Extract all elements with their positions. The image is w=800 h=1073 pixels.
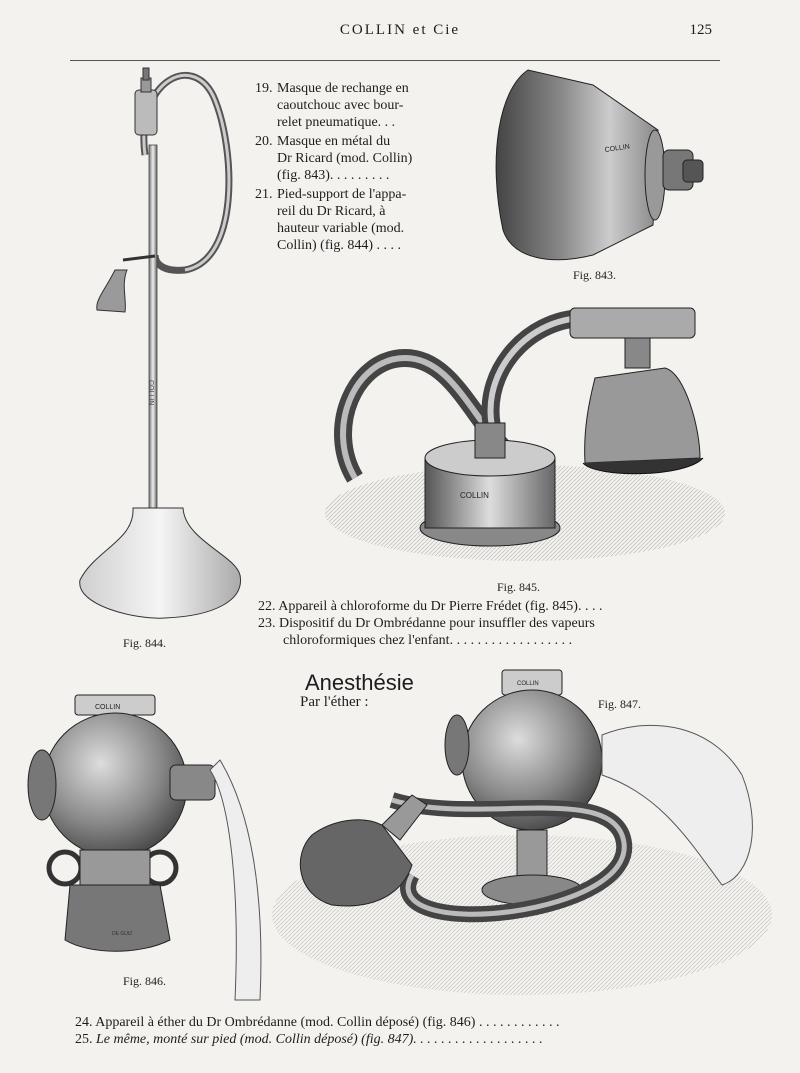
item-25 bbox=[75, 1031, 715, 1048]
item-number: 21. bbox=[255, 187, 273, 202]
item-text bbox=[277, 186, 467, 254]
page-header bbox=[0, 20, 800, 44]
engraver-signature: DE GUIZ bbox=[112, 931, 133, 937]
figure-846-ether-apparatus bbox=[20, 690, 275, 1005]
item-line: reil du Dr Ricard, à bbox=[277, 204, 386, 219]
item-line: relet pneumatique. . . bbox=[277, 115, 396, 130]
caption-fig-845: Fig. 845. bbox=[497, 580, 541, 594]
caption-fig-843: Fig. 843. bbox=[573, 268, 617, 282]
item-line: Masque de rechange en bbox=[277, 81, 409, 96]
item-line: Masque en métal du bbox=[277, 134, 391, 149]
figure-844-stand bbox=[75, 60, 245, 630]
item-number: 22. bbox=[258, 599, 276, 614]
item-text: Appareil à éther du Dr Ombrédanne (mod. Collin déposé) (fig. 846) . . . . . . . . . . . . bbox=[95, 1015, 560, 1030]
item-line: Collin) (fig. 844) . . . . bbox=[277, 238, 402, 253]
item-text: Dispositif du Dr Ombrédanne pour insuffler des vapeurs bbox=[279, 616, 595, 631]
item-number: 19. bbox=[255, 81, 273, 96]
figure-845-chloroform-apparatus bbox=[325, 298, 725, 568]
figure-847-ether-on-stand bbox=[272, 665, 772, 1010]
item-24 bbox=[75, 1014, 715, 1031]
item-text-continued: chloroformiques chez l'enfant. . . . . . . . . . . . . . . . . . bbox=[283, 633, 573, 648]
section-subtitle: Par l'éther : bbox=[300, 694, 369, 710]
item-22 bbox=[258, 598, 688, 615]
item-number: 24. bbox=[75, 1015, 93, 1030]
device-846-brand: COLLIN bbox=[95, 704, 121, 711]
item-text bbox=[277, 133, 467, 184]
item-line: Dr Ricard (mod. Collin) bbox=[277, 151, 413, 166]
page-number: 125 bbox=[689, 22, 712, 38]
item-number: 20. bbox=[255, 134, 273, 149]
item-number: 25. bbox=[75, 1032, 93, 1047]
header-title: COLLIN et Cie bbox=[339, 22, 461, 38]
item-text: Appareil à chloroforme du Dr Pierre Frédet (fig. 845). . . . bbox=[278, 599, 603, 614]
item-line: Pied-support de l'appa- bbox=[277, 187, 407, 202]
caption-fig-847: Fig. 847. bbox=[598, 697, 642, 711]
caption-fig-844: Fig. 844. bbox=[123, 636, 167, 650]
apparatus-brand: COLLIN bbox=[460, 491, 489, 500]
item-text bbox=[277, 80, 467, 131]
figure-843-mask bbox=[483, 60, 718, 270]
stand-brand: COLLIN bbox=[147, 380, 154, 406]
item-line: (fig. 843). . . . . . . . . bbox=[277, 168, 390, 183]
device-847-brand: COLLIN bbox=[517, 681, 539, 687]
section-title: Anesthésie bbox=[305, 670, 414, 695]
mask-brand: COLLIN bbox=[604, 143, 631, 154]
caption-fig-846: Fig. 846. bbox=[123, 974, 167, 988]
item-23 bbox=[258, 615, 688, 649]
item-number: 23. bbox=[258, 616, 276, 631]
item-text: Le même, monté sur pied (mod. Collin déposé) (fig. 847). . . . . . . . . . . . . . . . . . . bbox=[96, 1032, 543, 1047]
item-line: hauteur variable (mod. bbox=[277, 221, 405, 236]
item-line: caoutchouc avec bour- bbox=[277, 98, 404, 113]
